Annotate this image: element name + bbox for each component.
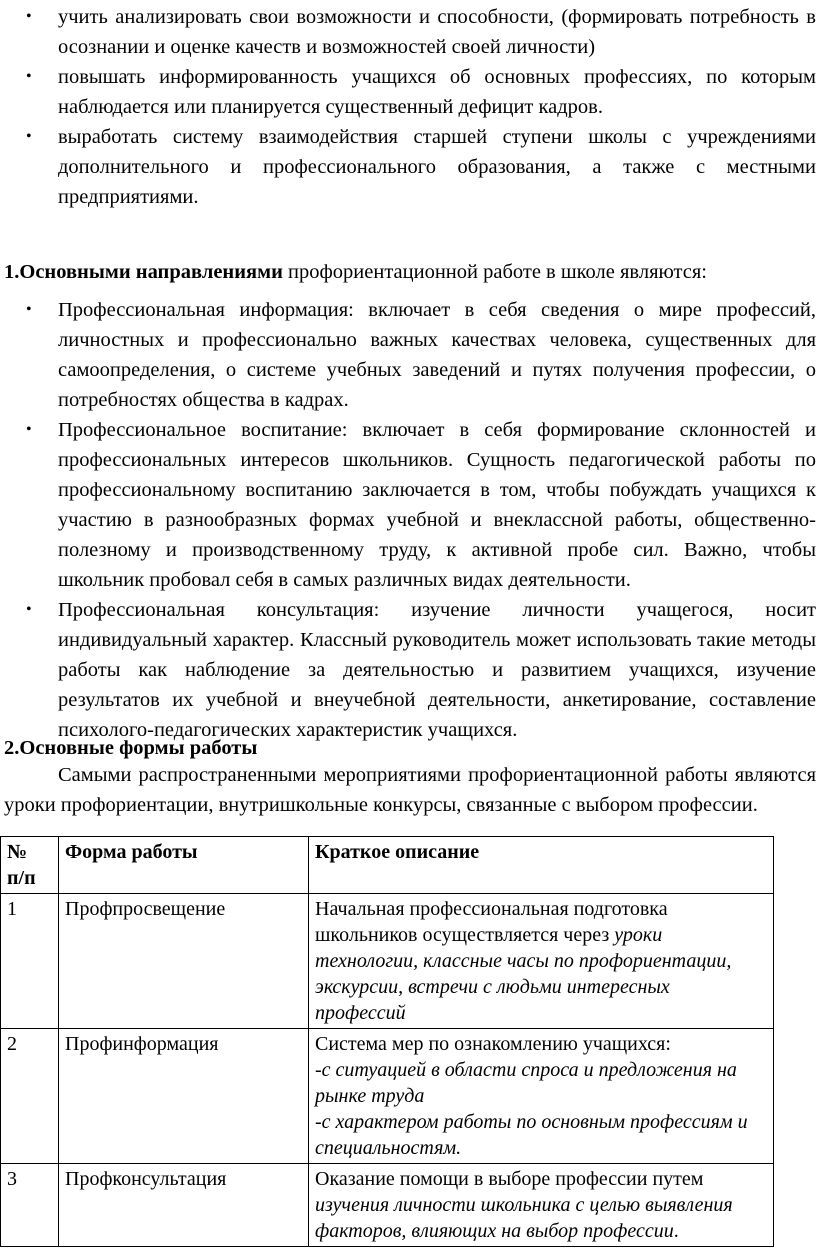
list-item: • Профессиональная информация: включает в себя сведения о мире профессий, личностных и профессионально важных качествах человека, существенных для самоопределения, о системе учебных заведений и путях получения профессии, о потребностях общества в кадрах. bbox=[0, 295, 816, 415]
list-item: • учить анализировать свои возможности и способности, (формировать потребность в осознании и оценке качеств и возможностей своей личности) bbox=[0, 2, 816, 62]
desc-plain: Начальная профессиональная подготовка школьников осуществляется через bbox=[315, 898, 668, 946]
row-form: Профинформация bbox=[59, 1029, 309, 1164]
section1-heading-rest: профориентационной работе в школе являются: bbox=[282, 261, 707, 283]
list-item: • повышать информированность учащихся об основных профессиях, по которым наблюдается или планируется существенный дефицит кадров. bbox=[0, 62, 816, 122]
list-item: • Профессиональная консультация: изучение личности учащегося, носит индивидуальный характер. Классный руководитель может использовать такие методы работы как наблюдение за деятельностью и развитием учащихся, изучение результатов их учебной и внеучебной деятельности, анкетирование, составление психолого-педагогических характеристик учащихся. bbox=[0, 595, 816, 745]
section1-bullet-list bbox=[0, 295, 816, 745]
header-description: Краткое описание bbox=[309, 837, 774, 894]
table-row bbox=[1, 1164, 774, 1247]
table-row bbox=[1, 894, 774, 1029]
desc-italic: -с характером работы по основным профессиям и специальностям. bbox=[315, 1111, 748, 1159]
row-number: 3 bbox=[1, 1164, 59, 1247]
section2-paragraph: Самыми распространенными мероприятиями профориентационной работы являются уроки профориентации, внутришкольные конкурсы, связанные с выбором профессии. bbox=[4, 764, 816, 816]
desc-italic: уроки технологии, классные часы по профориентации, экскурсии, встречи с людьми интересных профессий bbox=[315, 924, 732, 1024]
header-number: № п/п bbox=[1, 837, 59, 894]
row-description bbox=[309, 1164, 774, 1247]
row-form: Профконсультация bbox=[59, 1164, 309, 1247]
desc-italic: -с ситуацией в области спроса и предложения на рынке труда bbox=[315, 1059, 737, 1107]
section1-heading-bold: 1.Основными направлениями bbox=[4, 261, 283, 283]
table-header-row bbox=[1, 837, 774, 894]
table-row bbox=[1, 1029, 774, 1164]
row-description bbox=[309, 894, 774, 1029]
desc-end: . bbox=[673, 1220, 679, 1242]
intro-bullet-list bbox=[0, 2, 816, 212]
section2-heading: 2.Основные формы работы bbox=[4, 737, 258, 759]
desc-plain: Оказание помощи в выборе профессии путем bbox=[315, 1168, 704, 1190]
row-number: 1 bbox=[1, 894, 59, 1029]
row-description bbox=[309, 1029, 774, 1164]
row-form: Профпросвещение bbox=[59, 894, 309, 1029]
section1-heading bbox=[4, 257, 707, 287]
work-forms-table bbox=[0, 836, 774, 1247]
row-number: 2 bbox=[1, 1029, 59, 1164]
list-item: • Профессиональное воспитание: включает в себя формирование склонностей и профессиональных интересов школьников. Сущность педагогической работы по профессиональному воспитанию заключается в том, чтобы побуждать учащихся к участию в разнообразных формах учебной и внеклассной работы, общественно-полезному и производственному труду, к активной пробе сил. Важно, чтобы школьник пробовал себя в самых различных видах деятельности. bbox=[0, 415, 816, 595]
header-form: Форма работы bbox=[59, 837, 309, 894]
desc-plain: Система мер по ознакомлению учащихся: bbox=[315, 1033, 671, 1055]
desc-italic: изучения личности школьника с целью выявления факторов, влияющих на выбор профессии bbox=[315, 1194, 733, 1242]
list-item: • выработать систему взаимодействия старшей ступени школы с учреждениями дополнительного и профессионального образования, а также с местными предприятиями. bbox=[0, 122, 816, 212]
